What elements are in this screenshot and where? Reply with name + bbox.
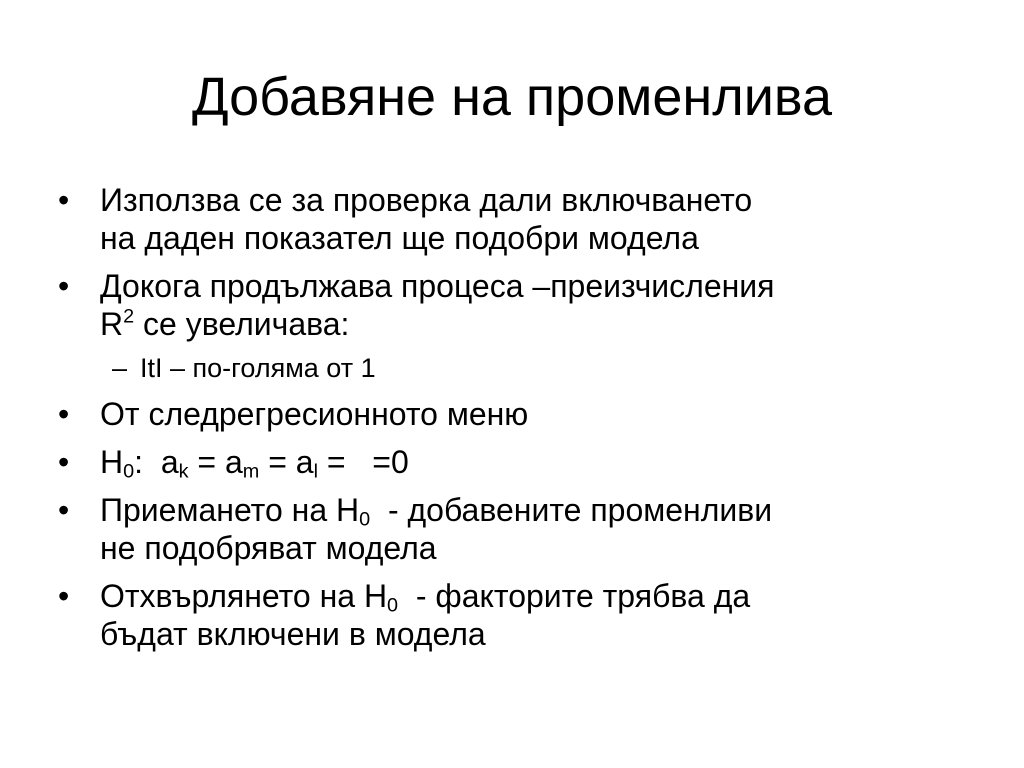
bullet-icon: • — [58, 578, 70, 614]
bullet-text-line — [100, 305, 980, 343]
bullet-text-line: на даден показател ще подобри модела — [100, 220, 699, 256]
bullet-text-line: Докога продължава процеса –преизчисления — [100, 268, 775, 304]
dash-icon: – — [112, 353, 128, 383]
bullet-icon: • — [58, 268, 70, 304]
bullet-item-continuation — [58, 267, 980, 343]
bullet-text-line: Отхвърлянето на $H_0$ - факторите трябва да — [100, 578, 751, 617]
bullet-text-line: Използва се за проверка дали включването — [100, 182, 753, 218]
bullet-text-line: бъдат включени в модела — [100, 616, 486, 652]
bullet-text-line: не подобряват модела — [100, 530, 437, 566]
bullet-item-reject — [58, 577, 980, 653]
bullet-icon: • — [58, 396, 70, 432]
bullet-text-line: От следрегресионното меню — [100, 396, 529, 432]
slide-title: Добавяне на променлива — [191, 67, 833, 127]
sub-bullet-item — [112, 351, 940, 385]
hypothesis-formula: $H_0$: $a_k = a_m = a_l = =0$ — [100, 444, 409, 483]
bullet-item-menu — [58, 395, 980, 433]
bullet-item-hypothesis — [58, 443, 980, 483]
bullet-item-accept — [58, 491, 980, 567]
bullet-text-line: Приемането на $H_0$ - добавените променливи — [100, 492, 773, 531]
sub-bullet-text: ItI – по-голяма от 1 — [140, 353, 376, 383]
bullet-text-fragment: се увеличава: — [134, 306, 350, 342]
bullet-icon: • — [58, 182, 70, 218]
bullet-icon: • — [58, 492, 70, 528]
bullet-icon: • — [58, 444, 70, 480]
r-symbol: R — [100, 306, 124, 342]
r-exponent: 2 — [123, 305, 135, 328]
bullet-item-usage — [58, 181, 980, 257]
